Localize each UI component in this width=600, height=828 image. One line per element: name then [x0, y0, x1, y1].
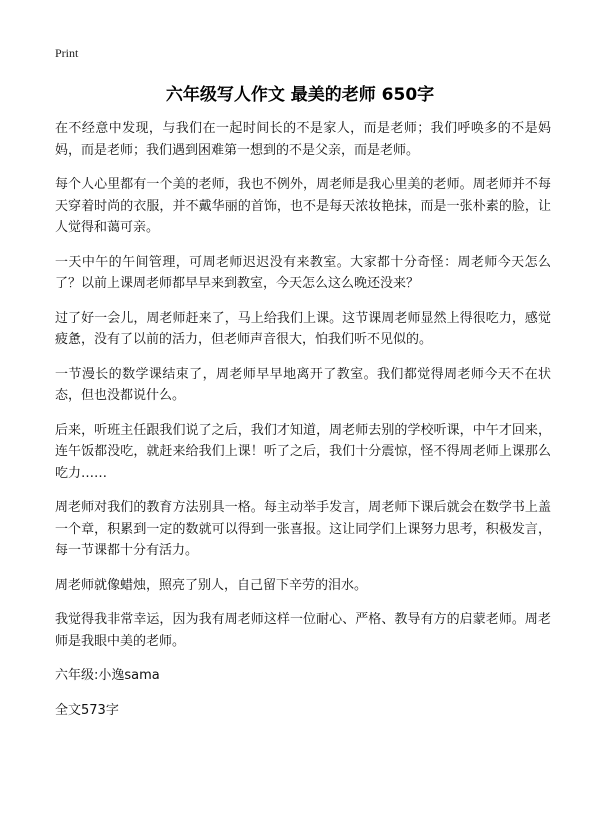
article-paragraph: 在不经意中发现，与我们在一起时间长的不是家人，而是老师；我们呼唤多的不是妈妈，而是老师；我们遇到困难第一想到的不是父亲，而是老师。: [55, 121, 551, 158]
article-title: 六年级写人作文 最美的老师 650字: [165, 85, 435, 105]
print-link[interactable]: Print: [55, 46, 79, 60]
article-paragraph: 后来，听班主任跟我们说了之后，我们才知道，周老师去别的学校听课，中午才回来，连午饭都没吃，就赶来给我们上课！听了之后，我们十分震惊，怪不得周老师上课那么吃力……: [55, 422, 551, 481]
article-paragraph: 周老师对我们的教育方法别具一格。每主动举手发言，周老师下课后就会在数学书上盖一个章，积累到一定的数就可以得到一张喜报。这让同学们上课努力思考，积极发言，每一节课都十分有活力。: [55, 500, 551, 558]
article-paragraph: 周老师就像蜡烛，照亮了别人，自己留下辛劳的泪水。: [55, 577, 368, 593]
article-paragraph: 每个人心里都有一个美的老师，我也不例外，周老师是我心里美的老师。周老师并不每天穿着时尚的衣服，并不戴华丽的首饰，也不是每天浓妆艳抹，而是一张朴素的脸，让人觉得和蔼可亲。: [55, 177, 551, 235]
article-paragraph: 过了好一会儿，周老师赶来了，马上给我们上课。这节课周老师显然上得很吃力，感觉疲惫，没有了以前的活力，但老师声音很大，怕我们听不见似的。: [55, 310, 551, 347]
article-paragraph: 一节漫长的数学课结束了，周老师早早地离开了教室。我们都觉得周老师今天不在状态，但也没都说什么。: [55, 366, 551, 403]
article-paragraph: 一天中午的午间管理，可周老师迟迟没有来教室。大家都十分奇怪：周老师今天怎么了？以前上课周老师都早早来到教室，今天怎么这么晚还没来？: [55, 254, 551, 291]
word-count: 全文573字: [55, 702, 119, 718]
article-paragraph: 我觉得我非常幸运，因为我有周老师这样一位耐心、严格、教导有方的启蒙老师。周老师是我眼中美的老师。: [55, 612, 551, 649]
author-line: 六年级:小逸sama: [55, 668, 160, 683]
article-body: [55, 118, 551, 734]
